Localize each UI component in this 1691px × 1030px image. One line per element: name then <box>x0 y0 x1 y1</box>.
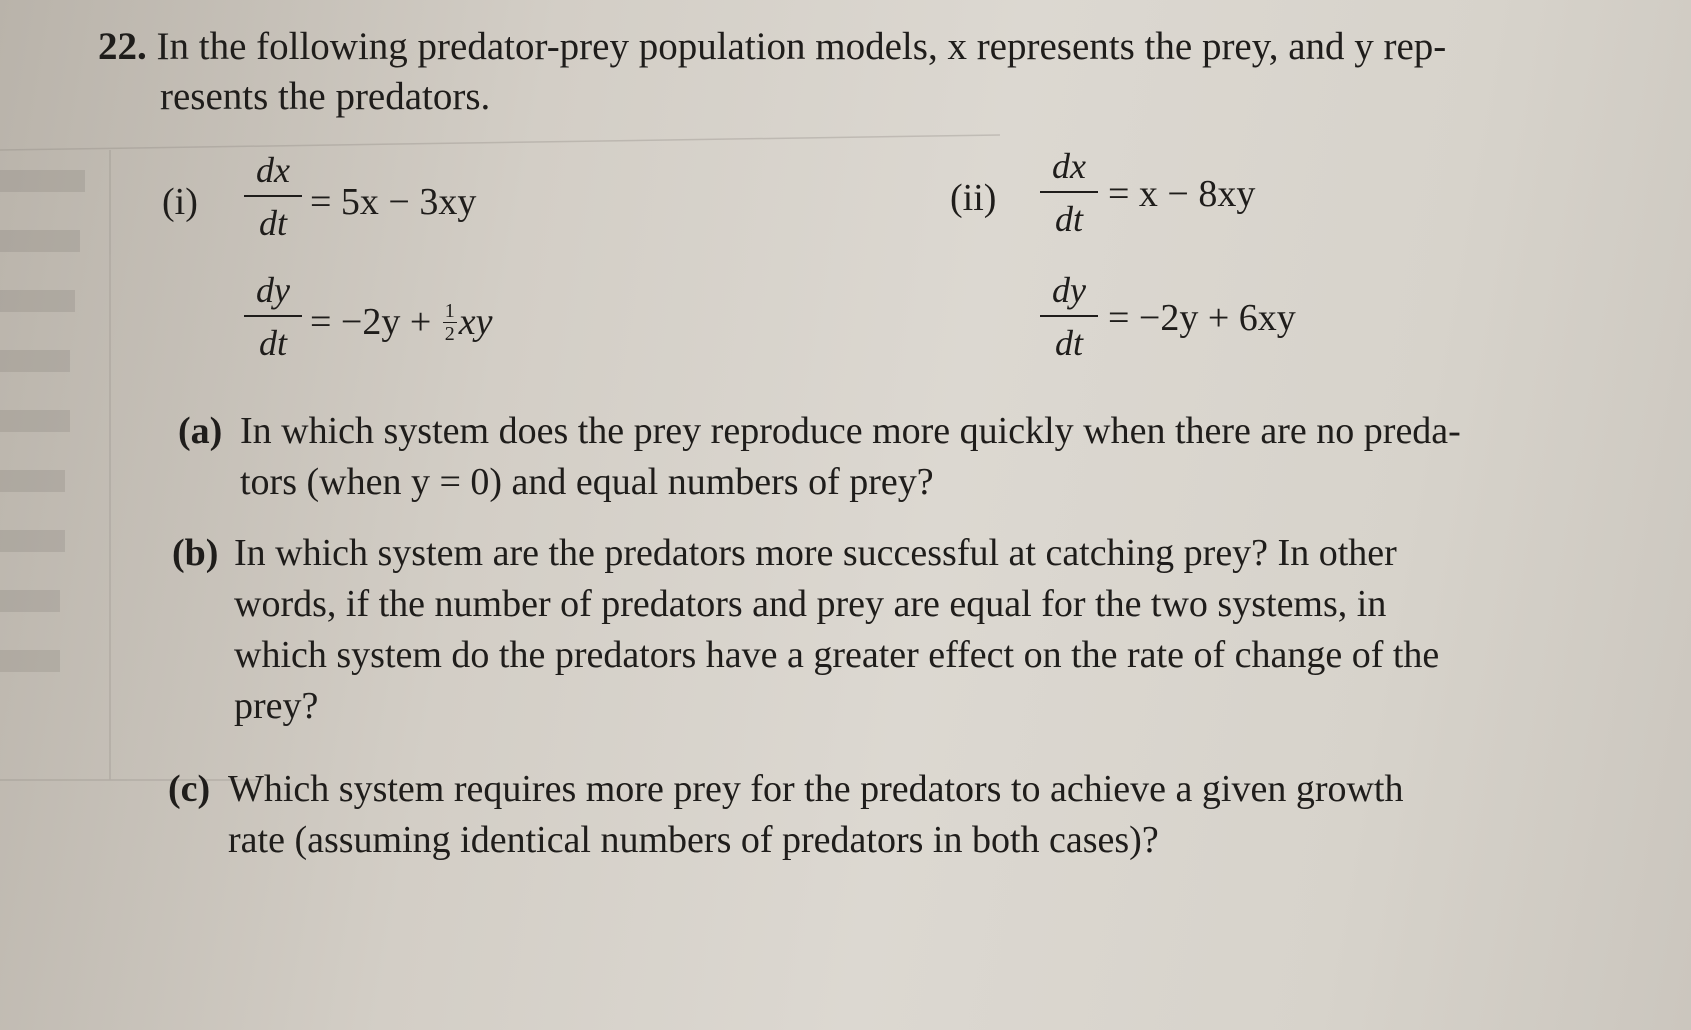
system-ii-dydt-rhs: = −2y + 6xy <box>1108 297 1296 339</box>
part-b-line-1: In which system are the predators more successful at catching prey? In other <box>234 532 1397 574</box>
part-b-text <box>234 528 1439 732</box>
part-c-text <box>228 764 1403 866</box>
problem-intro-text: In the following predator-prey population models, x represents the prey, and y rep- <box>156 25 1447 68</box>
part-b-line-4: prey? <box>234 685 319 727</box>
part-b-line-2: words, if the number of predators and prey are equal for the two systems, in <box>234 583 1387 625</box>
system-i-dxdt-fraction: $\frac{dx}{dt}$ <box>244 152 302 241</box>
part-a-text <box>240 406 1461 508</box>
part-b-line-3: which system do the predators have a greater effect on the rate of change of the <box>234 634 1440 676</box>
system-ii-dxdt-rhs: = x − 8xy <box>1108 173 1256 215</box>
system-ii-dxdt-fraction: $\frac{dx}{dt}$ <box>1040 148 1098 237</box>
system-ii-dydt-fraction: $\frac{dy}{dt}$ <box>1040 272 1098 361</box>
system-i-label: (i) <box>162 181 198 223</box>
part-b-label: (b) <box>172 532 219 574</box>
part-a-line-1: In which system does the prey reproduce more quickly when there are no preda- <box>240 410 1461 452</box>
system-i-dydt-rhs: = −2y + $\frac{1}{2}$ xy <box>310 299 493 345</box>
system-i-dydt-fraction: $\frac{dy}{dt}$ <box>244 272 302 361</box>
part-c-label: (c) <box>168 768 211 810</box>
problem-intro-line-2: resents the predators. <box>160 75 491 118</box>
problem-number: 22. <box>98 25 147 68</box>
part-a-line-2: tors (when y = 0) and equal numbers of prey? <box>240 461 934 503</box>
part-a-label: (a) <box>178 410 223 452</box>
system-i-dxdt-rhs: = 5x − 3xy <box>310 181 477 223</box>
one-half-fraction: $\frac{1}{2}$ <box>444 299 455 345</box>
problem-intro-line-1 <box>98 22 1446 73</box>
part-c-line-1: Which system requires more prey for the predators to achieve a given growth <box>228 768 1404 810</box>
system-ii-label: (ii) <box>950 177 997 219</box>
part-c-line-2: rate (assuming identical numbers of predators in both cases)? <box>228 819 1159 861</box>
